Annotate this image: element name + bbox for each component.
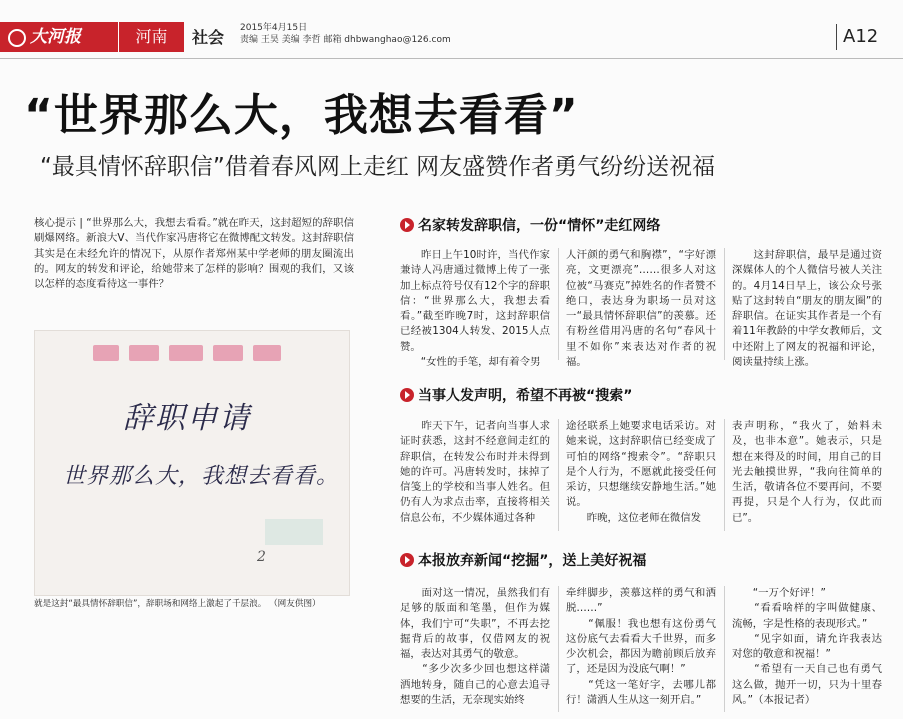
section-1-col-3: 这封辞职信，最早是通过资深媒体人的个人微信号被人关注的。4月14日早上，该公众号张贴了这封转自“朋友的朋友圈”的辞职信。在证实其作者是一个有着11年教龄的中学女教师后，文中还附上了网友的祝福和评论，阅读量持续上涨。	[732, 249, 882, 369]
section-3-col-3: “一万个好评！” “看看啥样的字叫做健康、流畅，字是性格的表现形式。” “见字如面，请允许我表达对您的敬意和祝福！” “希望有一天自己也有勇气这么做，抛开一切，只为十里春风。”（本报记者）	[732, 587, 882, 707]
header-meta	[240, 22, 451, 46]
section-bullet-icon	[400, 388, 414, 402]
header-divider	[0, 58, 903, 59]
section-1-col-1: 昨日上午10时许，当代作家兼诗人冯唐通过微博上传了一张加上标点符号仅有12个字的辞职信：“世界那么大，我想去看看。”截至昨晚7时，这封辞职信已经被1304人转发、2015人点赞。 “女性的手笔，却有着令男	[400, 249, 550, 369]
section-2-col-1: 昨天下午，记者向当事人求证时获悉，这封不经意间走红的辞职信，在转发公布时并未得到她的许可。冯唐转发时，抹掉了信笺上的学校和当事人姓名。但仍有人为求点击率，直接将相关信息公布，不少媒体通过各种	[400, 420, 550, 524]
editors-line: 责编 王昊 美编 李哲 邮箱 dhbwanghao@126.com	[240, 35, 451, 45]
issue-date: 2015年4月15日	[240, 23, 308, 33]
mosaic-blur	[265, 519, 323, 545]
letterhead-mark	[169, 345, 203, 361]
column-divider	[724, 419, 725, 531]
newspaper-logo	[0, 22, 118, 52]
section-1-col-2: 人汗颜的勇气和胸襟”，“字好漂亮，文更漂亮”……很多人对这位被“马赛克”掉姓名的作者赞不绝口，表达身为职场一员对这一“最具情怀辞职信”的羡慕。还有粉丝借用冯唐的名句“春风十里不如你”来表达对作者的祝福。	[566, 249, 716, 369]
letterhead-mark	[253, 345, 281, 361]
handwriting-signature: 2	[257, 549, 266, 565]
handwriting-body: 世界那么大，我想去看看。	[63, 464, 340, 489]
section-label: 社会	[192, 28, 225, 47]
section-3-col-1: 面对这一情况，虽然我们有足够的版面和笔墨，但作为媒体，我们宁可“失职”，不再去挖掘背后的故事，仅借网友的祝福，表达对其勇气的敬意。 “多少次多少回也想这样潇洒地转身，随自己的心意去追寻想要的生活，无奈现实始终	[400, 587, 550, 707]
section-2-col-2: 途径联系上她要求电话采访。对她来说，这封辞职信已经变成了可怕的网络“搜索令”。“辞职只是个人行为，不愿就此接受任何采访，只想继续安静地生活。”她说。 昨晚，这位老师在微信发	[566, 420, 716, 524]
letterhead-mark	[129, 345, 159, 361]
resignation-letter-photo	[34, 330, 350, 596]
column-divider	[558, 248, 559, 360]
section-heading-3: 本报放弃新闻“挖掘”，送上美好祝福	[400, 550, 646, 572]
letterhead-mark	[213, 345, 243, 361]
column-divider	[724, 586, 725, 712]
section-heading-1: 名家转发辞职信，一份“情怀”走红网络	[400, 215, 660, 237]
letterhead-mark	[93, 345, 119, 361]
column-divider	[558, 586, 559, 712]
column-divider	[558, 419, 559, 531]
subheadline: “最具情怀辞职信”借着春风网上走红 网友盛赞作者勇气纷纷送祝福	[40, 154, 716, 180]
section-2-col-3: 表声明称，“我火了，始料未及，也非本意”。她表示，只是想在来得及的时间，用自己的目光去触摸世界，“我向往简单的生活，敬请各位不要再问，不要再提，只是个人行为，仅此而已”。	[732, 420, 882, 524]
lead-paragraph: 核心提示 | “世界那么大，我想去看看。”就在昨天，这封超短的辞职信刷爆网络。新浪大V、当代作家冯唐将它在微博配文转发。这封辞职信其实是在未经允许的情况下，从原作者郑州某中学老师的朋友圈流出的。网友的转发和评论，给她带来了怎样的影响？围观的我们，又该以怎样的态度看待这一事件？	[34, 217, 354, 291]
logo-text: 大河报	[30, 27, 81, 47]
photo-caption: 就是这封“最具情怀辞职信”，辞职场和网络上激起了千层浪。 （网友供图）	[34, 599, 321, 609]
section-bullet-icon	[400, 553, 414, 567]
logo-icon	[8, 29, 26, 47]
section-bullet-icon	[400, 218, 414, 232]
region-label: 河南	[118, 22, 184, 52]
headline: “世界那么大，我想去看看”	[24, 90, 579, 141]
section-heading-2: 当事人发声明，希望不再被“搜索”	[400, 385, 632, 407]
column-divider	[724, 248, 725, 360]
handwriting-title: 辞职申请	[123, 401, 251, 436]
section-3-col-2: 牵绊脚步，羡慕这样的勇气和洒脱……” “佩服！我也想有这份勇气这份底气去看看大千世界，而多少次机会，都因为瞻前顾后放弃了，还是因为没底气啊！” “凭这一笔好字，去哪儿都行！潇洒人生从这一刻开启。”	[566, 587, 716, 707]
page-number: A12	[836, 24, 878, 50]
